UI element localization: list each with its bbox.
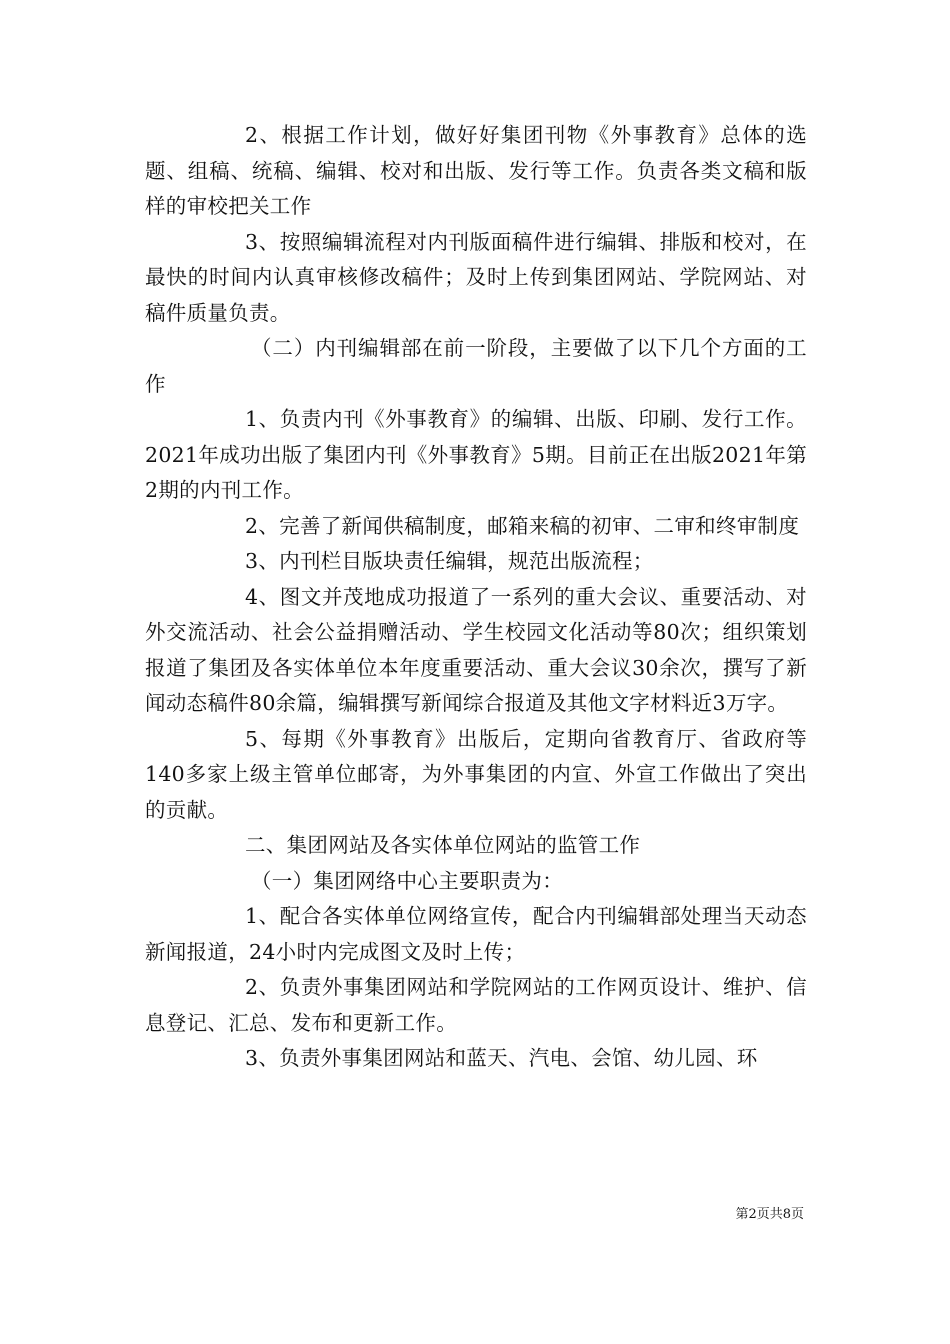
page-number: 第2页共8页 xyxy=(735,1207,804,1222)
paragraph: 1、配合各实体单位网络宣传，配合内刊编辑部处理当天动态新闻报道，24小时内完成图文及时上传； xyxy=(145,904,807,964)
document-body xyxy=(145,118,807,1077)
paragraph: 2、完善了新闻供稿制度，邮箱来稿的初审、二审和终审制度 xyxy=(245,513,800,538)
section-heading: （一）集团网络中心主要职责为： xyxy=(251,868,563,893)
paragraph: 2、根据工作计划，做好好集团刊物《外事教育》总体的选题、组稿、统稿、编辑、校对和出版、发行等工作。负责各类文稿和版样的审校把关工作 xyxy=(145,123,807,218)
paragraph: 3、负责外事集团网站和蓝天、汽电、会馆、幼儿园、环 xyxy=(245,1046,758,1070)
section-heading: 二、集团网站及各实体单位网站的监管工作 xyxy=(245,833,641,857)
section-heading: （二）内刊编辑部在前一阶段，主要做了以下几个方面的工作 xyxy=(145,336,807,396)
paragraph: 2、负责外事集团网站和学院网站的工作网页设计、维护、信息登记、汇总、发布和更新工作。 xyxy=(145,975,807,1035)
paragraph: 3、按照编辑流程对内刊版面稿件进行编辑、排版和校对，在最快的时间内认真审核修改稿件；及时上传到集团网站、学院网站、对稿件质量负责。 xyxy=(145,229,807,325)
paragraph: 5、每期《外事教育》出版后，定期向省教育厅、省政府等140多家上级主管单位邮寄，为外事集团的内宣、外宣工作做出了突出的贡献。 xyxy=(145,726,807,822)
paragraph: 1、负责内刊《外事教育》的编辑、出版、印刷、发行工作。2021年成功出版了集团内刊《外事教育》5期。目前正在出版2021年第2期的内刊工作。 xyxy=(145,407,807,502)
paragraph: 3、内刊栏目版块责任编辑，规范出版流程； xyxy=(245,549,654,573)
paragraph: 4、图文并茂地成功报道了一系列的重大会议、重要活动、对外交流活动、社会公益捐赠活动、学生校园文化活动等80次；组织策划报道了集团及各实体单位本年度重要活动、重大会议30余次，撰写了新闻动态稿件80余篇，编辑撰写新闻综合报道及其他文字材料近3万字。 xyxy=(145,584,807,715)
